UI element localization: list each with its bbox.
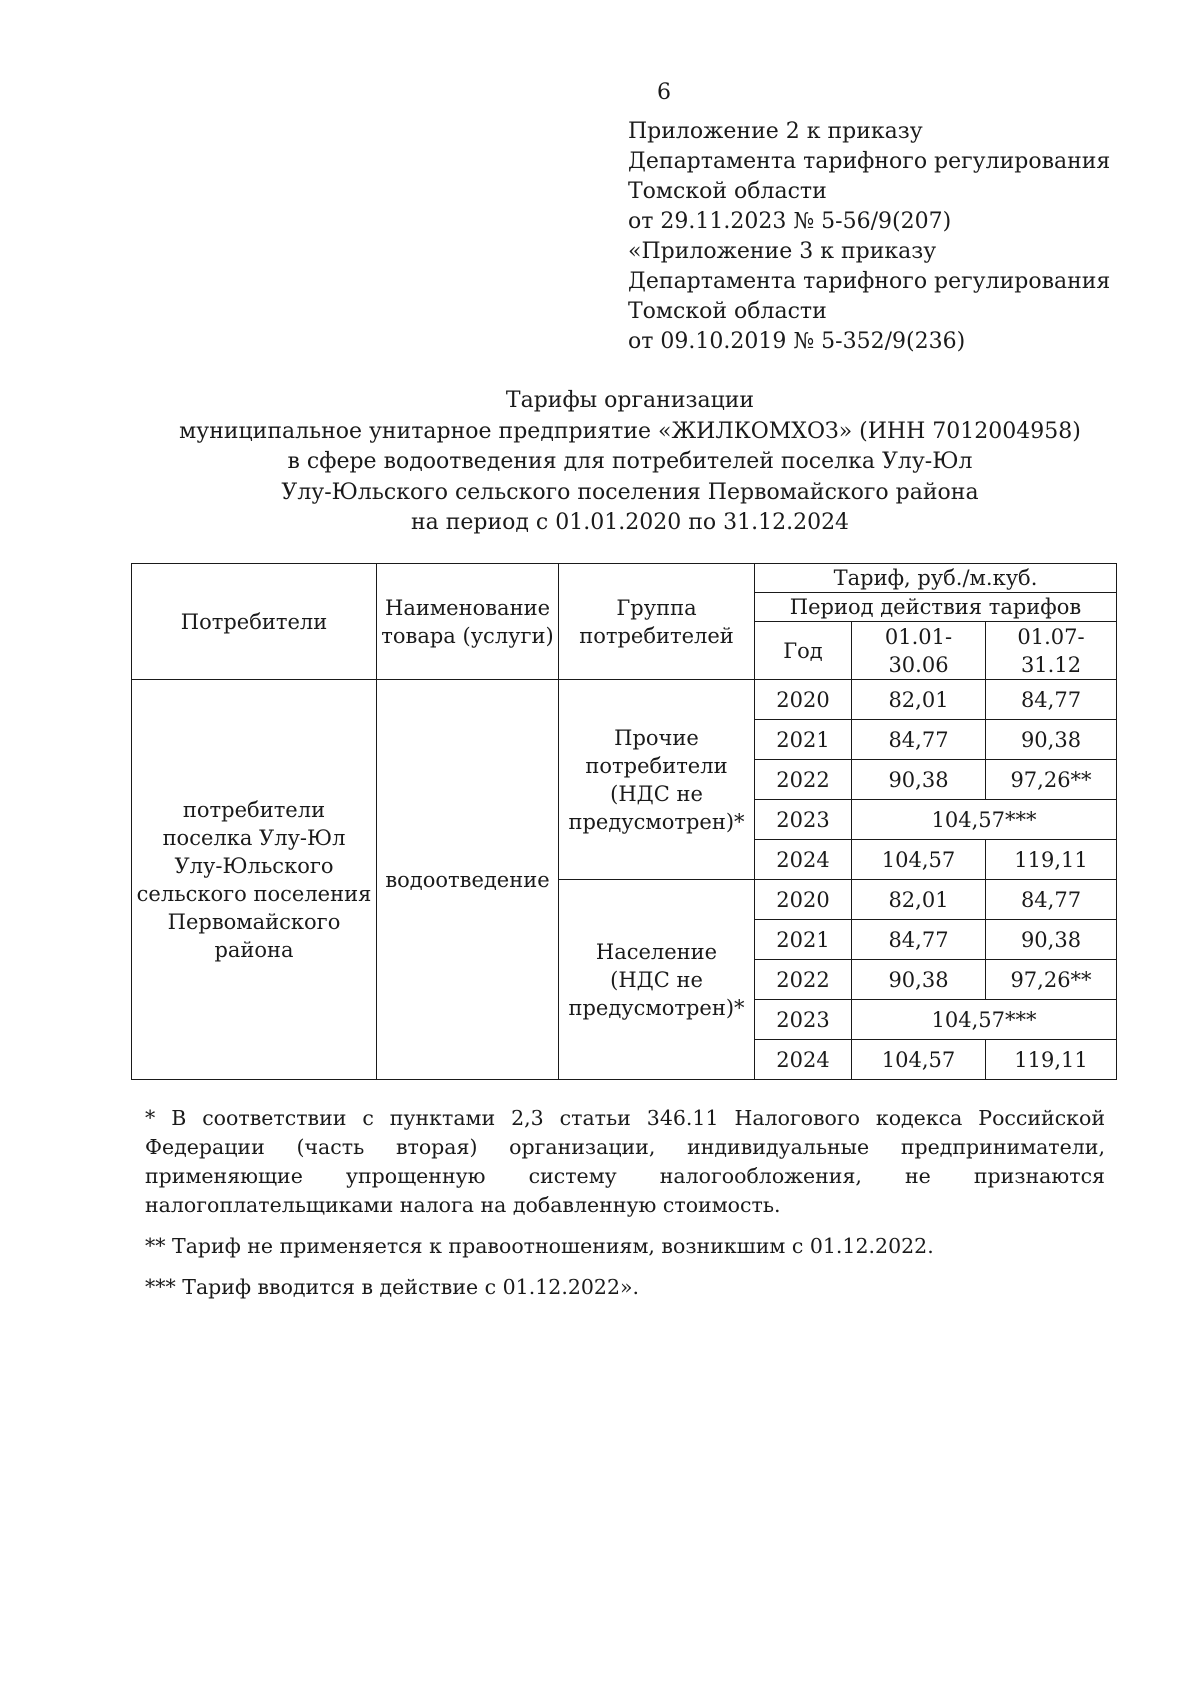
appendix-line: «Приложение 3 к приказу (628, 239, 937, 264)
header-half1: 01.01-30.06 (852, 622, 986, 680)
header-period: Период действия тарифов (755, 593, 1117, 622)
header-consumers: Потребители (132, 564, 377, 680)
tariff-cell: 84,77 (852, 720, 986, 760)
tariff-cell: 119,11 (986, 840, 1117, 880)
header-half2: 01.07-31.12 (986, 622, 1117, 680)
title-line: Тарифы организации (505, 388, 755, 413)
title-line: Улу-Юльского сельского поселения Первомайского района (281, 479, 979, 505)
consumer-cell: потребители поселка Улу-Юл Улу-Юльского сельского поселения Первомайского района (132, 680, 377, 1080)
tariff-cell: 84,77 (986, 880, 1117, 920)
tariff-cell: 119,11 (986, 1040, 1117, 1080)
tariff-cell: 90,38 (986, 920, 1117, 960)
appendix-line: Томской области (628, 299, 827, 324)
appendix-line: от 09.10.2019 № 5-352/9(236) (628, 329, 966, 354)
footnote: * В соответствии с пунктами 2,3 статьи 346.11 Налогового кодекса Российской Федерации (часть вторая) организации, индивидуальные предприниматели, применяющие упрощенную систему налогообложения, не признаются налогоплательщиками налога на добавленную стоимость. (145, 1106, 1105, 1217)
tariff-cell: 104,57 (852, 840, 986, 880)
group-cell: Прочие потребители (НДС не предусмотрен)* (559, 680, 755, 880)
year-cell: 2020 (755, 680, 852, 720)
title-line: в сфере водоотведения для потребителей поселка Улу-Юл (287, 449, 973, 474)
title-line: муниципальное унитарное предприятие «ЖИЛКОМХОЗ» (ИНН 7012004958) (179, 418, 1081, 444)
tariff-cell: 82,01 (852, 680, 986, 720)
tariff-cell-merged: 104,57*** (852, 800, 1117, 840)
year-cell: 2024 (755, 1040, 852, 1080)
year-cell: 2021 (755, 920, 852, 960)
year-cell: 2023 (755, 800, 852, 840)
product-cell: водоотведение (377, 680, 559, 1080)
year-cell: 2020 (755, 880, 852, 920)
document-title (0, 386, 1200, 539)
footnotes (145, 1104, 1105, 1314)
tariff-cell: 90,38 (852, 960, 986, 1000)
group-cell: Население (НДС не предусмотрен)* (559, 880, 755, 1080)
appendix-line: Департамента тарифного регулирования (628, 269, 1111, 294)
appendix-line: Приложение 2 к приказу (628, 119, 923, 144)
tariff-cell: 104,57 (852, 1040, 986, 1080)
footnote: *** Тариф вводится в действие с 01.12.2022». (145, 1275, 640, 1299)
header-product: Наименование товара (услуги) (377, 564, 559, 680)
page-number: 6 (657, 80, 671, 105)
header-group: Группа потребителей (559, 564, 755, 680)
tariff-table (131, 563, 1117, 1080)
header-year: Год (755, 622, 852, 680)
tariff-cell: 84,77 (986, 680, 1117, 720)
tariff-cell: 90,38 (852, 760, 986, 800)
year-cell: 2021 (755, 720, 852, 760)
year-cell: 2022 (755, 760, 852, 800)
table-row (132, 680, 1117, 720)
tariff-cell-merged: 104,57*** (852, 1000, 1117, 1040)
header-tariff: Тариф, руб./м.куб. (755, 564, 1117, 593)
tariff-cell: 84,77 (852, 920, 986, 960)
appendix-line: от 29.11.2023 № 5-56/9(207) (628, 209, 952, 234)
year-cell: 2024 (755, 840, 852, 880)
year-cell: 2022 (755, 960, 852, 1000)
appendix-line: Департамента тарифного регулирования (628, 149, 1111, 174)
footnote: ** Тариф не применяется к правоотношениям, возникшим с 01.12.2022. (145, 1234, 934, 1258)
appendix-reference (628, 117, 1110, 357)
tariff-cell: 97,26** (986, 760, 1117, 800)
title-line: на период с 01.01.2020 по 31.12.2024 (410, 510, 850, 535)
appendix-line: Томской области (628, 179, 827, 204)
tariff-cell: 97,26** (986, 960, 1117, 1000)
tariff-cell: 90,38 (986, 720, 1117, 760)
year-cell: 2023 (755, 1000, 852, 1040)
tariff-cell: 82,01 (852, 880, 986, 920)
